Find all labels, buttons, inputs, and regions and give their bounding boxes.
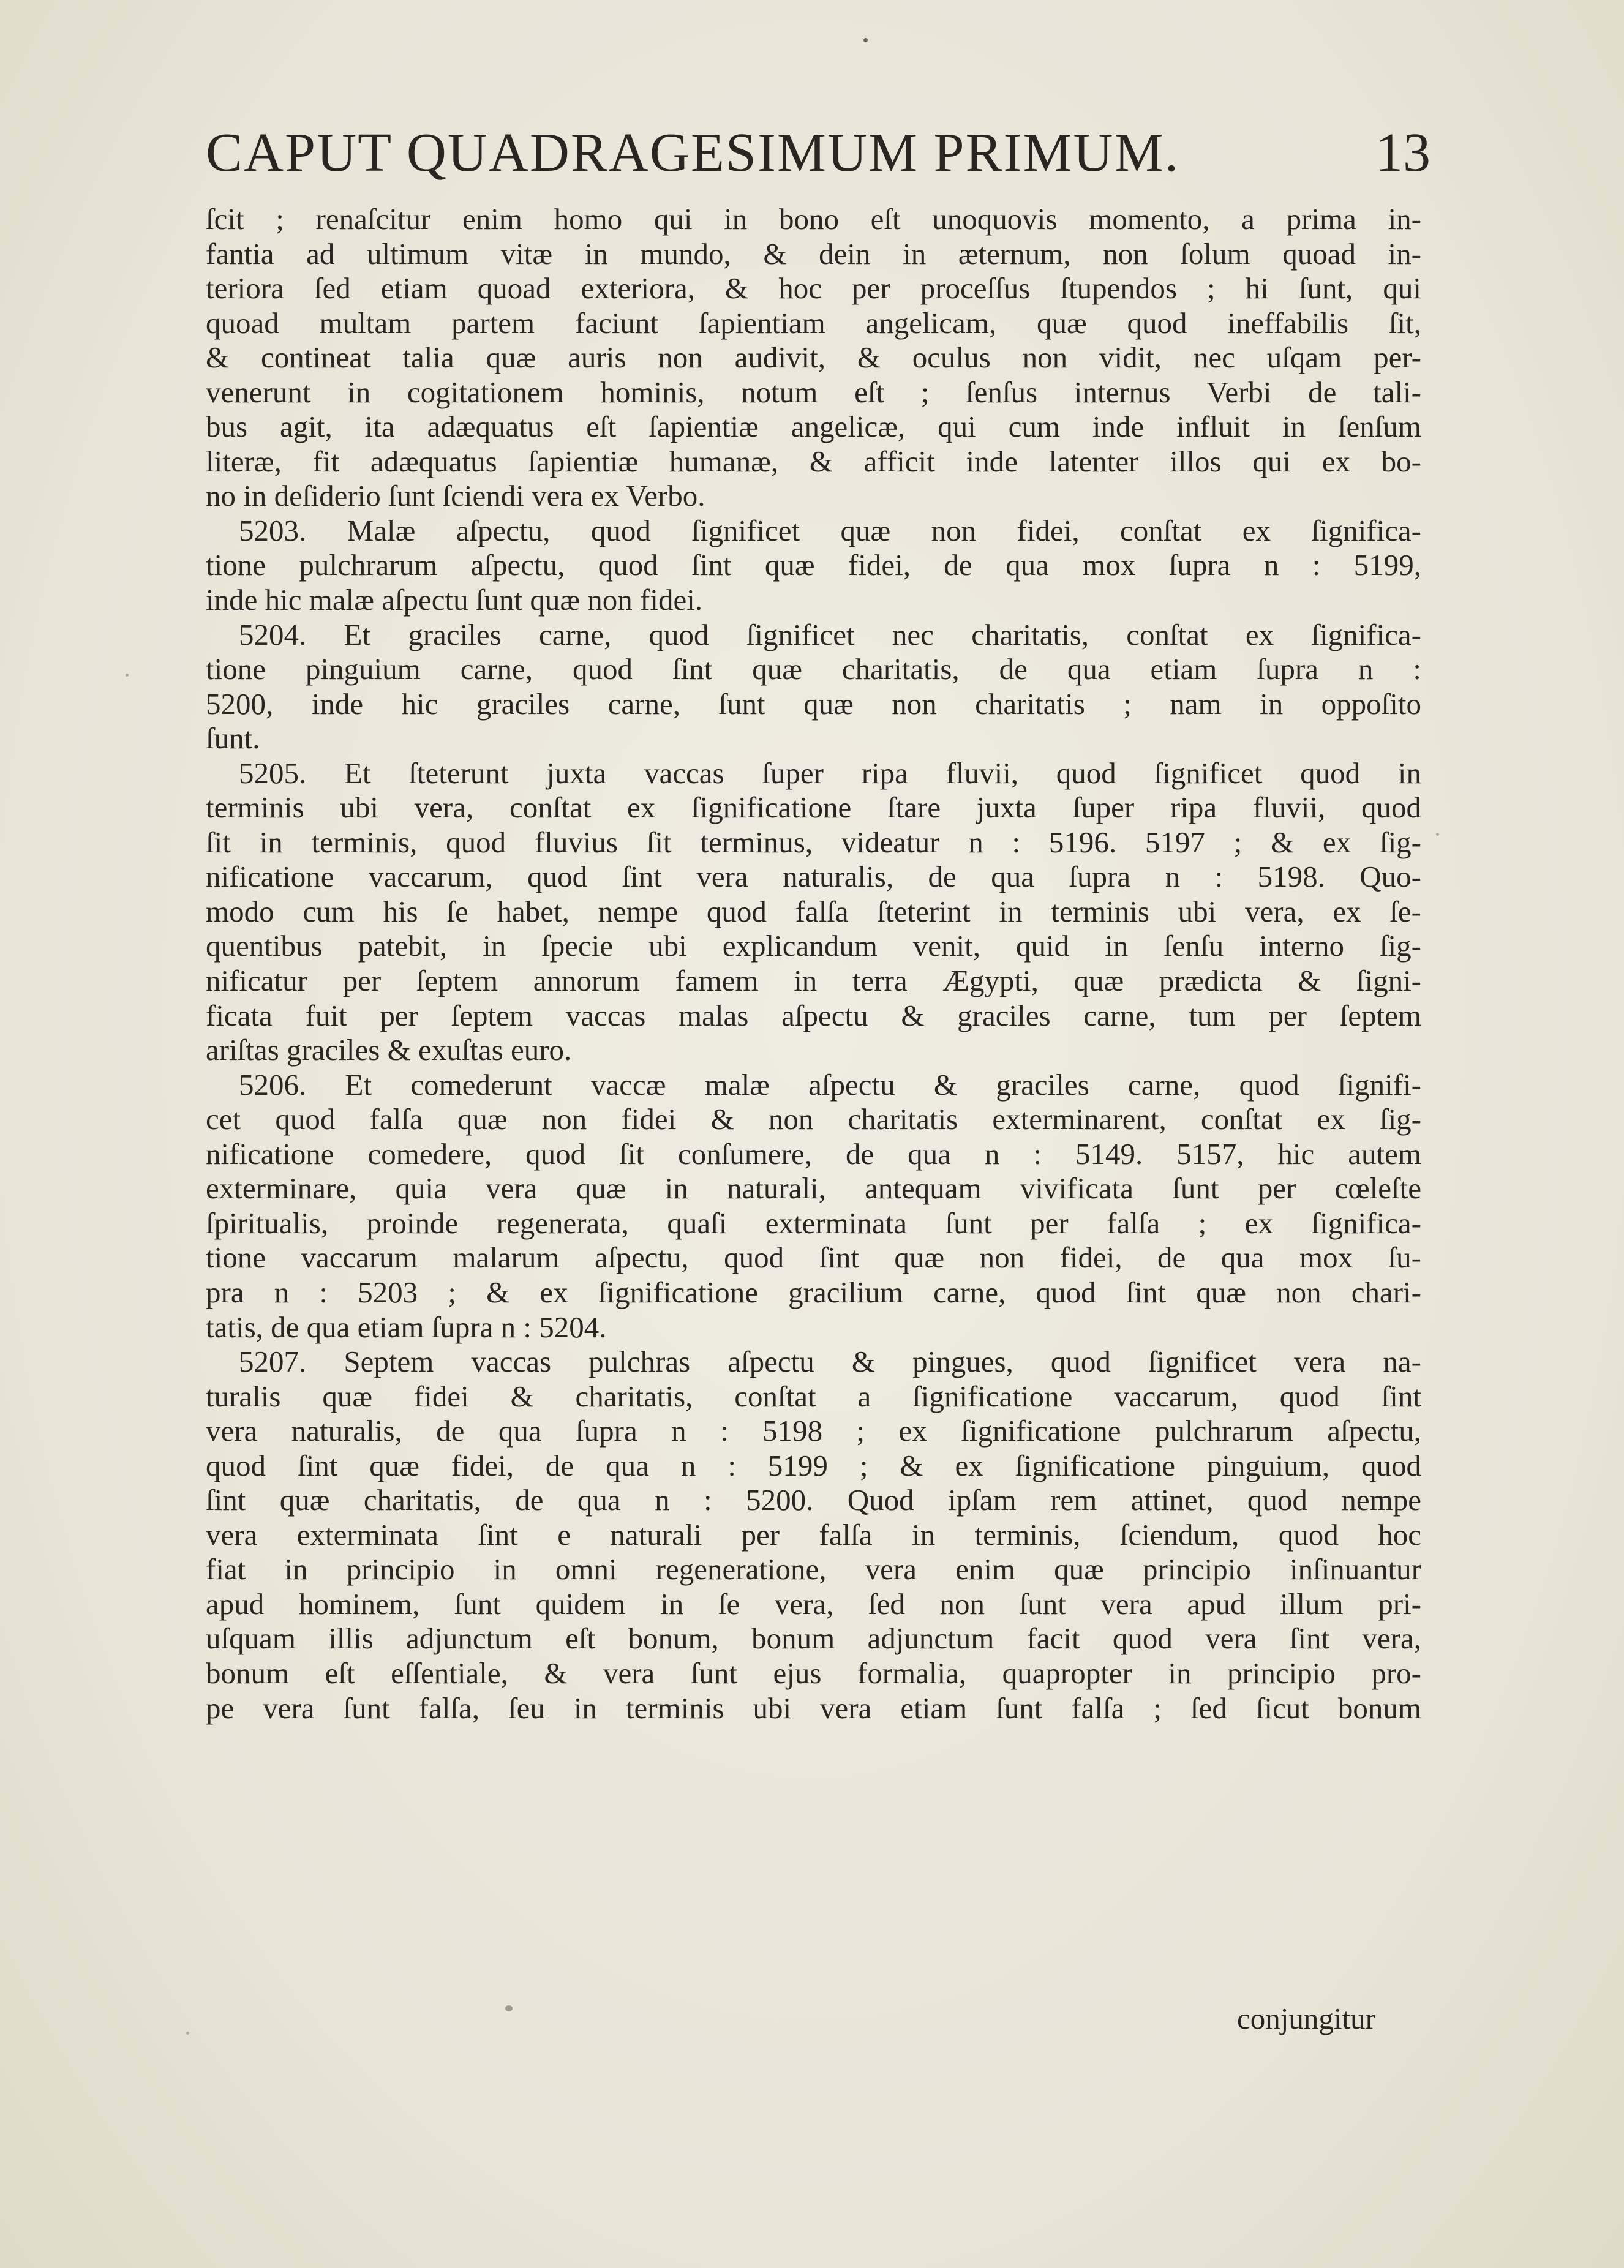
text-line: teriora ſed etiam quoad exteriora, & hoc per proceſſus ſtupendos ; hi ſunt, qui xyxy=(206,271,1421,306)
text-line: ſcit ; renaſcitur enim homo qui in bono eſt unoquovis momento, a prima in- xyxy=(206,202,1421,236)
text-line: nificatione comedere, quod ſit conſumere, de qua n : 5149. 5157, hic autem xyxy=(206,1136,1421,1171)
text-line: 5200, inde hic graciles carne, ſunt quæ non charitatis ; nam in oppoſito xyxy=(206,686,1421,721)
text-line: & contineat talia quæ auris non audivit, & oculus non vidit, nec uſqam per- xyxy=(206,340,1421,375)
text-line: ſint quæ charitatis, de qua n : 5200. Quod ipſam rem attinet, quod nempe xyxy=(206,1483,1421,1517)
text-line: terminis ubi vera, conſtat ex ſignificatione ſtare juxta ſuper ripa fluvii, quod xyxy=(206,790,1421,825)
text-line: ſpiritualis, proinde regenerata, quaſi exterminata ſunt per falſa ; ex ſignifica- xyxy=(206,1206,1421,1240)
text-line: ſit in terminis, quod fluvius ſit terminus, videatur n : 5196. 5197 ; & ex ſig- xyxy=(206,825,1421,859)
text-line: tione vaccarum malarum aſpectu, quod ſint quæ non fidei, de qua mox ſu- xyxy=(206,1241,1421,1275)
text-line: vera naturalis, de qua ſupra n : 5198 ; ex ſignificatione pulchrarum aſpectu, xyxy=(206,1414,1421,1448)
paper-speck xyxy=(505,2005,513,2011)
paragraph-5204-start: 5204. Et graciles carne, quod ſignificet nec charitatis, conſtat ex ſignifica- xyxy=(239,617,1421,651)
text-line: tione pulchrarum aſpectu, quod ſint quæ fidei, de qua mox ſupra n : 5199, xyxy=(206,548,1421,582)
page-number: 13 xyxy=(1375,122,1430,183)
text-line: fiat in principio in omni regeneratione, vera enim quæ principio inſinuantur xyxy=(206,1552,1421,1586)
text-line: ſunt. xyxy=(206,721,260,756)
text-line: pra n : 5203 ; & ex ſignificatione gracilium carne, quod ſint quæ non chari- xyxy=(206,1275,1421,1309)
text-line: quentibus patebit, in ſpecie ubi explicandum venit, quid in ſenſu interno ſig- xyxy=(206,929,1421,963)
text-line: tione pinguium carne, quod ſint quæ charitatis, de qua etiam ſupra n : xyxy=(206,652,1421,686)
body-text xyxy=(206,202,1421,1760)
text-line: ariſtas graciles & exuſtas euro. xyxy=(206,1033,572,1067)
text-line: pe vera ſunt falſa, ſeu in terminis ubi vera etiam ſunt falſa ; ſed ſicut bonum xyxy=(206,1691,1421,1725)
text-line: vera exterminata ſint e naturali per falſa in terminis, ſciendum, quod hoc xyxy=(206,1517,1421,1552)
paragraph-5205-start: 5205. Et ſteterunt juxta vaccas ſuper ripa fluvii, quod ſignificet quod in xyxy=(239,756,1421,790)
paper-speck xyxy=(1436,833,1439,836)
text-line xyxy=(206,1725,1421,1760)
text-line: exterminare, quia vera quæ in naturali, antequam vivificata ſunt per cœleſte xyxy=(206,1171,1421,1206)
text-line: cet quod falſa quæ non fidei & non charitatis exterminarent, conſtat ex ſig- xyxy=(206,1102,1421,1136)
text-line: tatis, de qua etiam ſupra n : 5204. xyxy=(206,1310,607,1344)
text-line: modo cum his ſe habet, nempe quod falſa ſteterint in terminis ubi vera, ex ſe- xyxy=(206,894,1421,928)
text-line: turalis quæ fidei & charitatis, conſtat a ſignificatione vaccarum, quod ſint xyxy=(206,1379,1421,1413)
text-line: uſquam illis adjunctum eſt bonum, bonum adjunctum facit quod vera ſint vera, xyxy=(206,1621,1421,1656)
text-line: apud hominem, ſunt quidem in ſe vera, ſed non ſunt vera apud illum pri- xyxy=(206,1586,1421,1621)
text-line: no in deſiderio ſunt ſciendi vera ex Verbo. xyxy=(206,479,705,513)
paragraph-5206-start: 5206. Et comederunt vaccæ malæ aſpectu & graciles carne, quod ſignifi- xyxy=(239,1067,1421,1102)
paragraph-5203-start: 5203. Malæ aſpectu, quod ſignificet quæ non fidei, conſtat ex ſignifica- xyxy=(239,513,1421,547)
paper-speck xyxy=(126,674,129,677)
text-line: venerunt in cogitationem hominis, notum eſt ; ſenſus internus Verbi de tali- xyxy=(206,375,1421,409)
paper-speck xyxy=(186,2032,189,2035)
paper-speck xyxy=(863,38,868,42)
text-line: quoad multam partem faciunt ſapientiam angelicam, quæ quod ineffabilis ſit, xyxy=(206,306,1421,340)
text-line: inde hic malæ aſpectu ſunt quæ non fidei. xyxy=(206,583,703,617)
catchword: conjungitur xyxy=(1237,2002,1375,2035)
text-line: ficata fuit per ſeptem vaccas malas aſpectu & graciles carne, tum per ſeptem xyxy=(206,998,1421,1032)
page-header xyxy=(206,121,1430,182)
paragraph-5207-start: 5207. Septem vaccas pulchras aſpectu & pingues, quod ſignificet vera na- xyxy=(239,1345,1421,1379)
text-line: nificatur per ſeptem annorum famem in terra Ægypti, quæ prædicta & ſigni- xyxy=(206,964,1421,998)
text-line: fantia ad ultimum vitæ in mundo, & dein in æternum, non ſolum quoad in- xyxy=(206,236,1421,271)
text-line: bonum eſt eſſentiale, & vera ſunt ejus formalia, quapropter in principio pro- xyxy=(206,1656,1421,1690)
text-line: nificatione vaccarum, quod ſint vera naturalis, de qua ſupra n : 5198. Quo- xyxy=(206,860,1421,894)
text-line: bus agit, ita adæquatus eſt ſapientiæ angelicæ, qui cum inde influit in ſenſum xyxy=(206,410,1421,444)
text-line: quod ſint quæ fidei, de qua n : 5199 ; & ex ſignificatione pinguium, quod xyxy=(206,1448,1421,1482)
text-line: literæ, fit adæquatus ſapientiæ humanæ, & afficit inde latenter illos qui ex bo- xyxy=(206,444,1421,478)
running-head: CAPUT QUADRAGESIMUM PRIMUM. xyxy=(206,122,1180,183)
